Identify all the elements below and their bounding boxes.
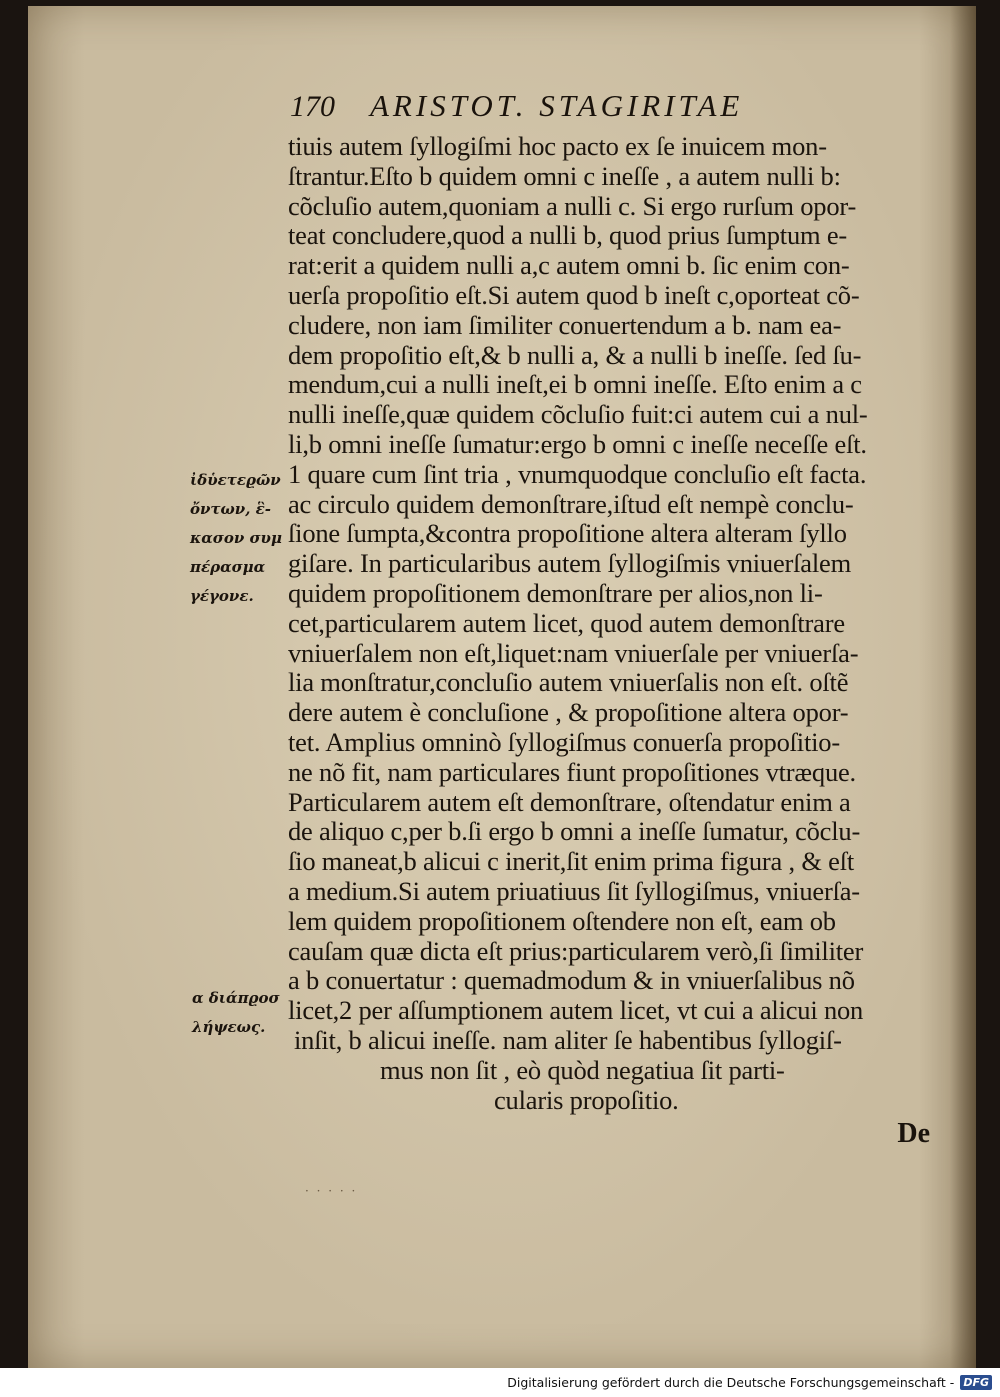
text-line: ac circulo quidem demonſtrare,iſtud eſt nempè conclu- [288, 489, 854, 519]
text-line: Particularem autem eſt demonſtrare, oſtendatur enim a [288, 787, 851, 817]
text-line: a medium.Si autem priuatiuus ſit ſyllogiſmus, vniuerſa- [288, 876, 860, 906]
text-line: licet,2 per aſſumptionem autem licet, vt cui a alicui non [288, 996, 864, 1026]
body-text [288, 132, 958, 1115]
text-line: ſio maneat,b alicui c inerit,ſit enim prima figura , & eſt [288, 847, 855, 877]
text-line: de aliquo c,per b.ſi ergo b omni a ineſſe ſumatur, cõclu- [288, 817, 861, 847]
text-line: mendum,cui a nulli ineſt,ei b omni ineſſe. Eſto enim a c [288, 370, 862, 400]
text-line: inſit, b alicui ineſſe. nam aliter ſe habentibus ſyllogiſ- [294, 1025, 842, 1055]
text-line: lem quidem propoſitionem oſtendere non eſt, eam ob [288, 906, 836, 936]
margin-note-greek-2 [192, 984, 287, 1042]
text-line: dem propoſitio eſt,& b nulli a, & a nulli b ineſſe. ſed ſu- [288, 340, 862, 370]
text-line: uerſa propoſitio eſt.Si autem quod b ineſt c,oporteat cõ- [288, 280, 860, 310]
text-line: tiuis autem ſyllogiſmi hoc pacto ex ſe inuicem mon- [288, 132, 827, 161]
text-line: ſione ſumpta,&contra propoſitione altera alteram ſyllo [288, 519, 847, 549]
text-line: giſare. In particularibus autem ſyllogiſmis vniuerſalem [288, 549, 852, 579]
text-line: 1 quare cum ſint tria , vnumquodque concluſio eſt facta. [288, 459, 867, 489]
text-line: a b conuertatur : quemadmodum & in vniuerſalibus nõ [288, 966, 855, 996]
dfg-logo-icon: DFG [960, 1375, 992, 1390]
footer-credit: Digitalisierung gefördert durch die Deutsche Forschungsgemeinschaft - [507, 1375, 955, 1390]
page-header [290, 88, 850, 128]
margin-note-line: πέρασμα [190, 558, 266, 576]
text-line: cauſam quæ dicta eſt prius:particularem verò,ſi ſimiliter [288, 936, 864, 966]
text-line: nulli ineſſe,quæ quidem cõcluſio fuit:ci autem cui a nul- [288, 400, 868, 430]
margin-note-line: γέγονε. [190, 587, 254, 605]
text-line: mus non ſit , eò quòd negatiua ſit parti- [380, 1055, 785, 1085]
margin-note-line: ὄντων, ἓ- [190, 500, 271, 518]
digitization-footer [0, 1368, 1000, 1397]
running-head: ARISTOT. STAGIRITAE [370, 88, 744, 123]
text-line: vniuerſalem non eſt,liquet:nam vniuerſale per vniuerſa- [288, 638, 859, 668]
margin-note-line: κασον συμ [190, 529, 282, 547]
text-line: rat:erit a quidem nulli a,c autem omni b. ſic enim con- [288, 251, 850, 281]
margin-note-line: ἰδὑετεϱῶν [190, 471, 281, 489]
text-line: cludere, non iam ſimiliter conuertendum a b. nam ea- [288, 310, 842, 340]
text-line: ne nõ fit, nam particulares fiunt propoſitiones vtræque. [288, 757, 856, 787]
text-line: dere autem è concluſione , & propoſitione altera opor- [288, 698, 849, 728]
page-number: 170 [290, 90, 335, 123]
text-line: ſtrantur.Eſto b quidem omni c ineſſe , a autem nulli b: [288, 161, 841, 191]
text-line: cularis propoſitio. [494, 1085, 679, 1115]
text-line: lia monſtratur,concluſio autem vniuerſalis non eſt. oſtẽ [288, 668, 849, 698]
text-line: quidem propoſitionem demonſtrare per alios,non li- [288, 578, 823, 608]
text-line: cet,particularem autem licet, quod autem demonſtrare [288, 608, 845, 638]
margin-note-greek-1 [190, 466, 290, 611]
catchword: De [897, 1118, 930, 1149]
text-line: teat concludere,quod a nulli b, quod prius ſumptum e- [288, 221, 848, 251]
text-line: li,b omni ineſſe ſumatur:ergo b omni c ineſſe neceſſe eſt. [288, 429, 867, 459]
margin-note-line: α διάπϱοσ [192, 989, 280, 1007]
text-line: tet. Amplius omninò ſyllogiſmus conuerſa propoſitio- [288, 727, 840, 757]
text-line: cõcluſio autem,quoniam a nulli c. Si ergo rurſum opor- [288, 191, 857, 221]
margin-note-line: λήψεως. [192, 1018, 266, 1036]
paper-specks-decoration: · · · · · [305, 1184, 358, 1198]
